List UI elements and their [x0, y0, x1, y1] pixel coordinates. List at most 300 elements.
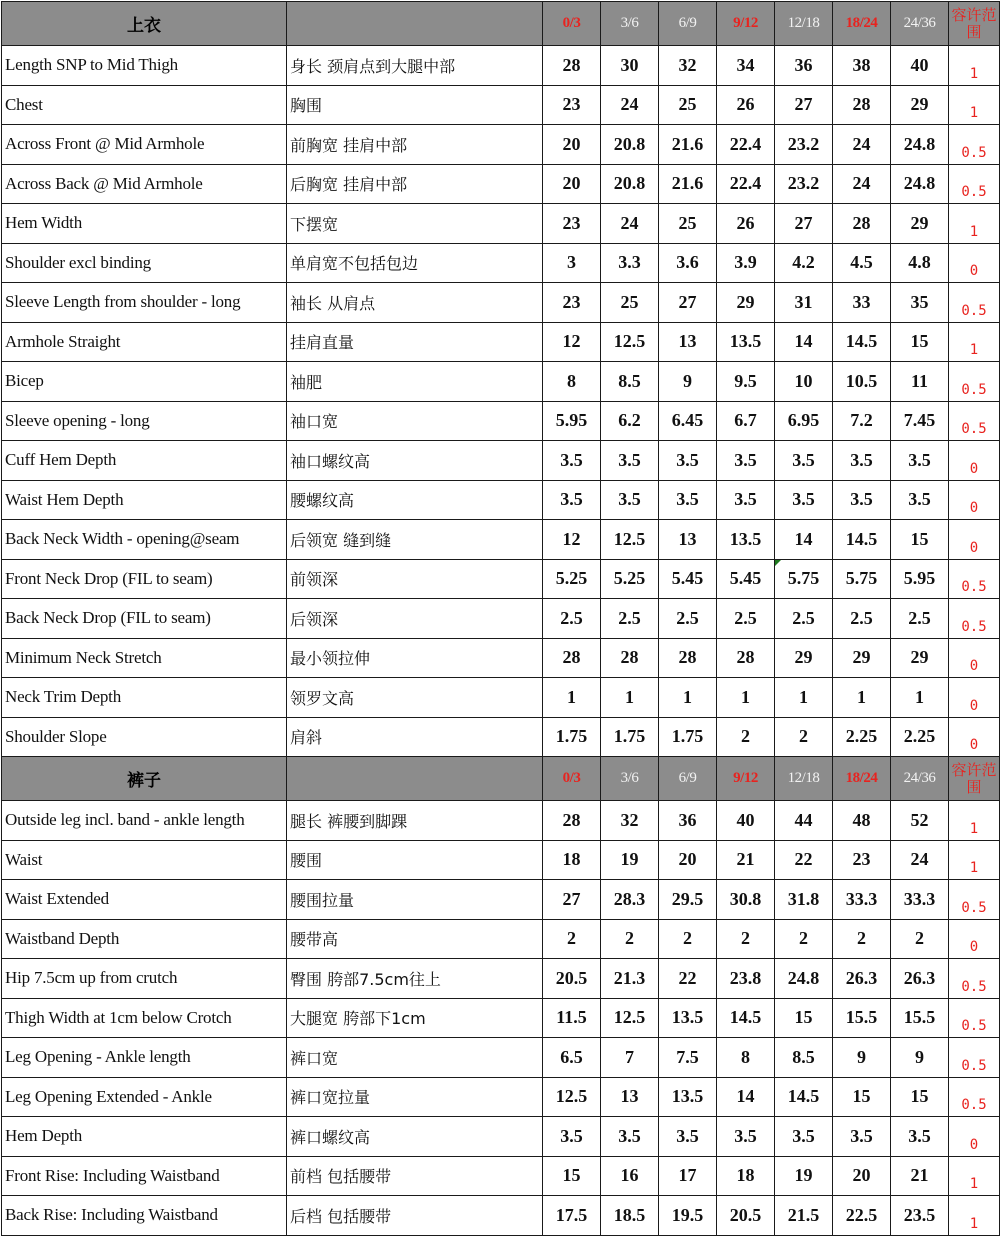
measurement-name-zh: 单肩宽不包括包边 — [287, 243, 543, 283]
measurement-value: 21.3 — [601, 959, 659, 999]
measurement-name-en: Across Back @ Mid Armhole — [2, 164, 287, 204]
measurement-value: 24.8 — [891, 125, 949, 165]
measurement-value: 3.5 — [601, 441, 659, 481]
measurement-value: 27 — [775, 85, 833, 125]
size-header: 9/12 — [717, 757, 775, 801]
measurement-value: 14 — [775, 520, 833, 560]
measurement-value: 2.5 — [891, 599, 949, 639]
measurement-value: 13 — [659, 322, 717, 362]
measurement-value: 18 — [543, 840, 601, 880]
measurement-name-zh: 袖口螺纹高 — [287, 441, 543, 481]
measurement-value: 24 — [601, 204, 659, 244]
measurement-value: 12.5 — [601, 520, 659, 560]
measurement-value: 33.3 — [891, 880, 949, 920]
measurement-value: 21 — [891, 1156, 949, 1196]
measurement-value: 3.5 — [833, 441, 891, 481]
measurement-name-zh: 前档 包括腰带 — [287, 1156, 543, 1196]
measurement-name-zh: 后领深 — [287, 599, 543, 639]
table-row — [2, 243, 1000, 283]
tolerance-value: 0.5 — [949, 559, 1000, 599]
measurement-value: 38 — [833, 46, 891, 86]
measurement-name-en: Hem Depth — [2, 1117, 287, 1157]
tolerance-value: 0.5 — [949, 1038, 1000, 1078]
measurement-name-en: Bicep — [2, 362, 287, 402]
measurement-name-en: Neck Trim Depth — [2, 678, 287, 718]
measurement-name-zh: 腰围 — [287, 840, 543, 880]
measurement-value: 32 — [601, 801, 659, 841]
measurement-value: 9 — [659, 362, 717, 402]
measurement-name-zh: 腰带高 — [287, 919, 543, 959]
measurement-value: 5.45 — [659, 559, 717, 599]
measurement-value: 28 — [543, 638, 601, 678]
measurement-name-zh: 袖口宽 — [287, 401, 543, 441]
measurement-name-zh: 大腿宽 胯部下1cm — [287, 998, 543, 1038]
measurement-value: 4.2 — [775, 243, 833, 283]
pants-header-blank — [287, 757, 543, 801]
measurement-value: 13.5 — [659, 1077, 717, 1117]
tolerance-value: 0 — [949, 678, 1000, 718]
measurement-value: 35 — [891, 283, 949, 323]
measurement-value: 3.5 — [891, 480, 949, 520]
pants-section-title: 裤子 — [2, 757, 287, 801]
measurement-value: 33 — [833, 283, 891, 323]
table-row — [2, 362, 1000, 402]
measurement-value: 14.5 — [833, 322, 891, 362]
measurement-value: 3.6 — [659, 243, 717, 283]
measurement-value: 29 — [833, 638, 891, 678]
measurement-value: 34 — [717, 46, 775, 86]
measurement-value: 3.5 — [601, 1117, 659, 1157]
tolerance-value: 1 — [949, 85, 1000, 125]
measurement-name-en: Shoulder Slope — [2, 717, 287, 757]
measurement-value: 5.75 — [775, 559, 833, 599]
measurement-name-en: Front Neck Drop (FIL to seam) — [2, 559, 287, 599]
measurement-value: 27 — [659, 283, 717, 323]
measurement-value: 29 — [717, 283, 775, 323]
table-row — [2, 480, 1000, 520]
measurement-value: 13 — [601, 1077, 659, 1117]
measurement-name-en: Waist — [2, 840, 287, 880]
measurement-value: 31 — [775, 283, 833, 323]
measurement-value: 5.25 — [543, 559, 601, 599]
measurement-name-en: Shoulder excl binding — [2, 243, 287, 283]
table-row — [2, 801, 1000, 841]
size-header: 3/6 — [601, 2, 659, 46]
measurement-value: 7.2 — [833, 401, 891, 441]
measurement-value: 23.2 — [775, 164, 833, 204]
measurement-value: 20 — [543, 164, 601, 204]
measurement-value: 19 — [601, 840, 659, 880]
measurement-value: 1 — [543, 678, 601, 718]
measurement-value: 22.5 — [833, 1196, 891, 1236]
measurement-value: 31.8 — [775, 880, 833, 920]
measurement-value: 2 — [543, 919, 601, 959]
table-row — [2, 880, 1000, 920]
measurement-value: 12.5 — [601, 322, 659, 362]
measurement-value: 1.75 — [601, 717, 659, 757]
measurement-name-zh: 最小领拉伸 — [287, 638, 543, 678]
measurement-value: 2.25 — [833, 717, 891, 757]
tolerance-value: 0 — [949, 717, 1000, 757]
measurement-value: 10.5 — [833, 362, 891, 402]
spec-table — [1, 1, 1000, 1236]
measurement-name-zh: 袖长 从肩点 — [287, 283, 543, 323]
measurement-value: 22 — [775, 840, 833, 880]
table-row — [2, 959, 1000, 999]
size-header: 9/12 — [717, 2, 775, 46]
measurement-value: 3.5 — [775, 480, 833, 520]
measurement-value: 3.5 — [543, 1117, 601, 1157]
measurement-name-en: Chest — [2, 85, 287, 125]
measurement-value: 27 — [775, 204, 833, 244]
measurement-value: 26.3 — [891, 959, 949, 999]
measurement-value: 8 — [543, 362, 601, 402]
measurement-value: 19.5 — [659, 1196, 717, 1236]
measurement-value: 29 — [891, 204, 949, 244]
measurement-value: 30.8 — [717, 880, 775, 920]
measurement-value: 2 — [601, 919, 659, 959]
measurement-value: 13.5 — [717, 520, 775, 560]
measurement-value: 2 — [775, 919, 833, 959]
measurement-name-zh: 前领深 — [287, 559, 543, 599]
measurement-name-zh: 腿长 裤腰到脚踝 — [287, 801, 543, 841]
tolerance-value: 0.5 — [949, 599, 1000, 639]
measurement-value: 21.6 — [659, 164, 717, 204]
measurement-value: 23 — [543, 204, 601, 244]
measurement-value: 26 — [717, 204, 775, 244]
measurement-value: 24 — [833, 164, 891, 204]
measurement-value: 1.75 — [543, 717, 601, 757]
measurement-value: 12 — [543, 520, 601, 560]
tolerance-value: 0.5 — [949, 959, 1000, 999]
tops-header-row — [2, 2, 1000, 46]
measurement-value: 36 — [775, 46, 833, 86]
measurement-value: 13 — [659, 520, 717, 560]
tolerance-value: 0 — [949, 520, 1000, 560]
measurement-value: 3.3 — [601, 243, 659, 283]
measurement-name-en: Length SNP to Mid Thigh — [2, 46, 287, 86]
measurement-value: 33.3 — [833, 880, 891, 920]
measurement-value: 2 — [891, 919, 949, 959]
measurement-value: 20 — [543, 125, 601, 165]
measurement-value: 7 — [601, 1038, 659, 1078]
measurement-value: 2.5 — [717, 599, 775, 639]
measurement-value: 22.4 — [717, 164, 775, 204]
measurement-value: 5.75 — [833, 559, 891, 599]
measurement-value: 3.5 — [891, 1117, 949, 1157]
measurement-value: 25 — [659, 204, 717, 244]
tolerance-value: 0.5 — [949, 880, 1000, 920]
tolerance-value: 0.5 — [949, 1077, 1000, 1117]
measurement-value: 2.25 — [891, 717, 949, 757]
measurement-value: 28 — [543, 801, 601, 841]
tolerance-value: 1 — [949, 204, 1000, 244]
measurement-value: 1 — [601, 678, 659, 718]
measurement-value: 3.5 — [717, 1117, 775, 1157]
size-header: 12/18 — [775, 757, 833, 801]
measurement-name-zh: 肩斜 — [287, 717, 543, 757]
measurement-value: 36 — [659, 801, 717, 841]
table-row — [2, 401, 1000, 441]
measurement-value: 6.5 — [543, 1038, 601, 1078]
measurement-value: 2.5 — [833, 599, 891, 639]
measurement-value: 2 — [775, 717, 833, 757]
measurement-name-en: Back Neck Width - opening@seam — [2, 520, 287, 560]
tolerance-value: 0.5 — [949, 283, 1000, 323]
measurement-name-zh: 裤口宽拉量 — [287, 1077, 543, 1117]
measurement-value: 28 — [833, 204, 891, 244]
measurement-name-en: Waist Extended — [2, 880, 287, 920]
measurement-name-en: Front Rise: Including Waistband — [2, 1156, 287, 1196]
tolerance-value: 0.5 — [949, 401, 1000, 441]
measurement-value: 2 — [659, 919, 717, 959]
measurement-value: 28 — [601, 638, 659, 678]
measurement-value: 12.5 — [543, 1077, 601, 1117]
tolerance-value: 0 — [949, 1117, 1000, 1157]
tolerance-header: 容许范围 — [949, 2, 1000, 46]
measurement-value: 5.95 — [543, 401, 601, 441]
measurement-name-zh: 挂肩直量 — [287, 322, 543, 362]
measurement-name-en: Hip 7.5cm up from crutch — [2, 959, 287, 999]
tolerance-value: 1 — [949, 801, 1000, 841]
measurement-value: 27 — [543, 880, 601, 920]
measurement-value: 20.5 — [543, 959, 601, 999]
measurement-name-zh: 腰围拉量 — [287, 880, 543, 920]
measurement-value: 14.5 — [717, 998, 775, 1038]
measurement-name-zh: 领罗文高 — [287, 678, 543, 718]
measurement-value: 8.5 — [601, 362, 659, 402]
measurement-value: 11 — [891, 362, 949, 402]
size-header: 18/24 — [833, 2, 891, 46]
measurement-value: 6.95 — [775, 401, 833, 441]
table-row — [2, 46, 1000, 86]
measurement-value: 48 — [833, 801, 891, 841]
measurement-value: 2.5 — [659, 599, 717, 639]
measurement-value: 5.25 — [601, 559, 659, 599]
measurement-value: 24.8 — [891, 164, 949, 204]
measurement-value: 3.5 — [833, 480, 891, 520]
measurement-value: 8.5 — [775, 1038, 833, 1078]
measurement-value: 9.5 — [717, 362, 775, 402]
measurement-name-zh: 后胸宽 挂肩中部 — [287, 164, 543, 204]
measurement-value: 2.5 — [775, 599, 833, 639]
tolerance-value: 1 — [949, 1156, 1000, 1196]
table-row — [2, 559, 1000, 599]
table-row — [2, 638, 1000, 678]
measurement-value: 25 — [601, 283, 659, 323]
measurement-value: 32 — [659, 46, 717, 86]
size-header: 3/6 — [601, 757, 659, 801]
measurement-value: 15.5 — [891, 998, 949, 1038]
measurement-value: 9 — [833, 1038, 891, 1078]
measurement-name-en: Minimum Neck Stretch — [2, 638, 287, 678]
measurement-value: 13.5 — [659, 998, 717, 1038]
measurement-value: 20.8 — [601, 164, 659, 204]
tolerance-value: 0.5 — [949, 362, 1000, 402]
measurement-value: 18 — [717, 1156, 775, 1196]
size-header: 24/36 — [891, 757, 949, 801]
measurement-value: 29 — [891, 85, 949, 125]
measurement-name-en: Armhole Straight — [2, 322, 287, 362]
measurement-value: 28 — [833, 85, 891, 125]
table-row — [2, 441, 1000, 481]
measurement-value: 15 — [891, 520, 949, 560]
measurement-value: 1 — [891, 678, 949, 718]
measurement-value: 25 — [659, 85, 717, 125]
table-row — [2, 998, 1000, 1038]
measurement-name-zh: 裤口螺纹高 — [287, 1117, 543, 1157]
measurement-value: 28 — [659, 638, 717, 678]
tolerance-value: 1 — [949, 1196, 1000, 1236]
tolerance-value: 0 — [949, 638, 1000, 678]
measurement-value: 9 — [891, 1038, 949, 1078]
measurement-value: 20 — [833, 1156, 891, 1196]
table-row — [2, 85, 1000, 125]
measurement-value: 4.8 — [891, 243, 949, 283]
measurement-value: 2.5 — [601, 599, 659, 639]
measurement-value: 15 — [891, 322, 949, 362]
size-header: 18/24 — [833, 757, 891, 801]
measurement-value: 3.9 — [717, 243, 775, 283]
measurement-value: 15 — [891, 1077, 949, 1117]
measurement-value: 14.5 — [775, 1077, 833, 1117]
table-row — [2, 1077, 1000, 1117]
measurement-value: 23 — [543, 85, 601, 125]
table-row — [2, 125, 1000, 165]
table-row — [2, 204, 1000, 244]
measurement-name-en: Cuff Hem Depth — [2, 441, 287, 481]
table-row — [2, 322, 1000, 362]
measurement-value: 2 — [717, 919, 775, 959]
measurement-value: 3.5 — [833, 1117, 891, 1157]
measurement-value: 24 — [601, 85, 659, 125]
measurement-value: 1.75 — [659, 717, 717, 757]
measurement-value: 1 — [659, 678, 717, 718]
size-header: 12/18 — [775, 2, 833, 46]
pants-header-row — [2, 757, 1000, 801]
measurement-value: 22 — [659, 959, 717, 999]
measurement-value: 3.5 — [775, 441, 833, 481]
measurement-value: 52 — [891, 801, 949, 841]
measurement-name-zh: 后领宽 缝到缝 — [287, 520, 543, 560]
table-row — [2, 1038, 1000, 1078]
tops-header-blank — [287, 2, 543, 46]
measurement-name-en: Waist Hem Depth — [2, 480, 287, 520]
measurement-name-en: Waistband Depth — [2, 919, 287, 959]
measurement-value: 12.5 — [601, 998, 659, 1038]
measurement-value: 44 — [775, 801, 833, 841]
measurement-value: 29 — [775, 638, 833, 678]
measurement-name-en: Thigh Width at 1cm below Crotch — [2, 998, 287, 1038]
measurement-value: 29 — [891, 638, 949, 678]
tolerance-value: 0.5 — [949, 998, 1000, 1038]
measurement-value: 1 — [833, 678, 891, 718]
measurement-name-en: Sleeve Length from shoulder - long — [2, 283, 287, 323]
measurement-name-zh: 身长 颈肩点到大腿中部 — [287, 46, 543, 86]
measurement-value: 17 — [659, 1156, 717, 1196]
measurement-value: 20.5 — [717, 1196, 775, 1236]
measurement-value: 23.5 — [891, 1196, 949, 1236]
size-header: 6/9 — [659, 757, 717, 801]
measurement-value: 15.5 — [833, 998, 891, 1038]
tolerance-value: 1 — [949, 322, 1000, 362]
measurement-value: 15 — [833, 1077, 891, 1117]
measurement-value: 14 — [717, 1077, 775, 1117]
measurement-value: 30 — [601, 46, 659, 86]
measurement-value: 21 — [717, 840, 775, 880]
measurement-value: 28.3 — [601, 880, 659, 920]
measurement-value: 28 — [717, 638, 775, 678]
measurement-value: 3.5 — [775, 1117, 833, 1157]
measurement-value: 6.7 — [717, 401, 775, 441]
measurement-value: 6.2 — [601, 401, 659, 441]
measurement-name-en: Sleeve opening - long — [2, 401, 287, 441]
measurement-value: 3.5 — [717, 441, 775, 481]
measurement-value: 14 — [775, 322, 833, 362]
measurement-value: 3.5 — [601, 480, 659, 520]
measurement-value: 20.8 — [601, 125, 659, 165]
tolerance-value: 0.5 — [949, 125, 1000, 165]
measurement-value: 5.45 — [717, 559, 775, 599]
measurement-name-en: Back Neck Drop (FIL to seam) — [2, 599, 287, 639]
measurement-value: 15 — [775, 998, 833, 1038]
measurement-value: 2 — [717, 717, 775, 757]
size-header: 0/3 — [543, 757, 601, 801]
measurement-value: 8 — [717, 1038, 775, 1078]
measurement-name-zh: 后档 包括腰带 — [287, 1196, 543, 1236]
tolerance-value: 0 — [949, 441, 1000, 481]
tolerance-value: 1 — [949, 840, 1000, 880]
measurement-name-zh: 袖肥 — [287, 362, 543, 402]
tolerance-value: 0 — [949, 480, 1000, 520]
measurement-name-zh: 裤口宽 — [287, 1038, 543, 1078]
measurement-value: 13.5 — [717, 322, 775, 362]
measurement-name-en: Back Rise: Including Waistband — [2, 1196, 287, 1236]
table-row — [2, 599, 1000, 639]
measurement-value: 40 — [717, 801, 775, 841]
table-row — [2, 1196, 1000, 1236]
measurement-value: 11.5 — [543, 998, 601, 1038]
measurement-value: 19 — [775, 1156, 833, 1196]
measurement-value: 16 — [601, 1156, 659, 1196]
measurement-value: 17.5 — [543, 1196, 601, 1236]
measurement-value: 6.45 — [659, 401, 717, 441]
table-row — [2, 164, 1000, 204]
measurement-value: 21.6 — [659, 125, 717, 165]
measurement-value: 4.5 — [833, 243, 891, 283]
measurement-value: 29.5 — [659, 880, 717, 920]
measurement-value: 1 — [775, 678, 833, 718]
measurement-value: 23.8 — [717, 959, 775, 999]
measurement-name-zh: 腰螺纹高 — [287, 480, 543, 520]
tolerance-value: 1 — [949, 46, 1000, 86]
measurement-value: 24.8 — [775, 959, 833, 999]
measurement-name-en: Leg Opening - Ankle length — [2, 1038, 287, 1078]
tolerance-header: 容许范围 — [949, 757, 1000, 801]
measurement-value: 28 — [543, 46, 601, 86]
measurement-value: 15 — [543, 1156, 601, 1196]
measurement-value: 3.5 — [543, 441, 601, 481]
table-row — [2, 919, 1000, 959]
measurement-value: 23 — [543, 283, 601, 323]
measurement-value: 40 — [891, 46, 949, 86]
measurement-value: 7.45 — [891, 401, 949, 441]
measurement-value: 22.4 — [717, 125, 775, 165]
measurement-value: 21.5 — [775, 1196, 833, 1236]
measurement-value: 14.5 — [833, 520, 891, 560]
table-row — [2, 678, 1000, 718]
measurement-value: 23.2 — [775, 125, 833, 165]
